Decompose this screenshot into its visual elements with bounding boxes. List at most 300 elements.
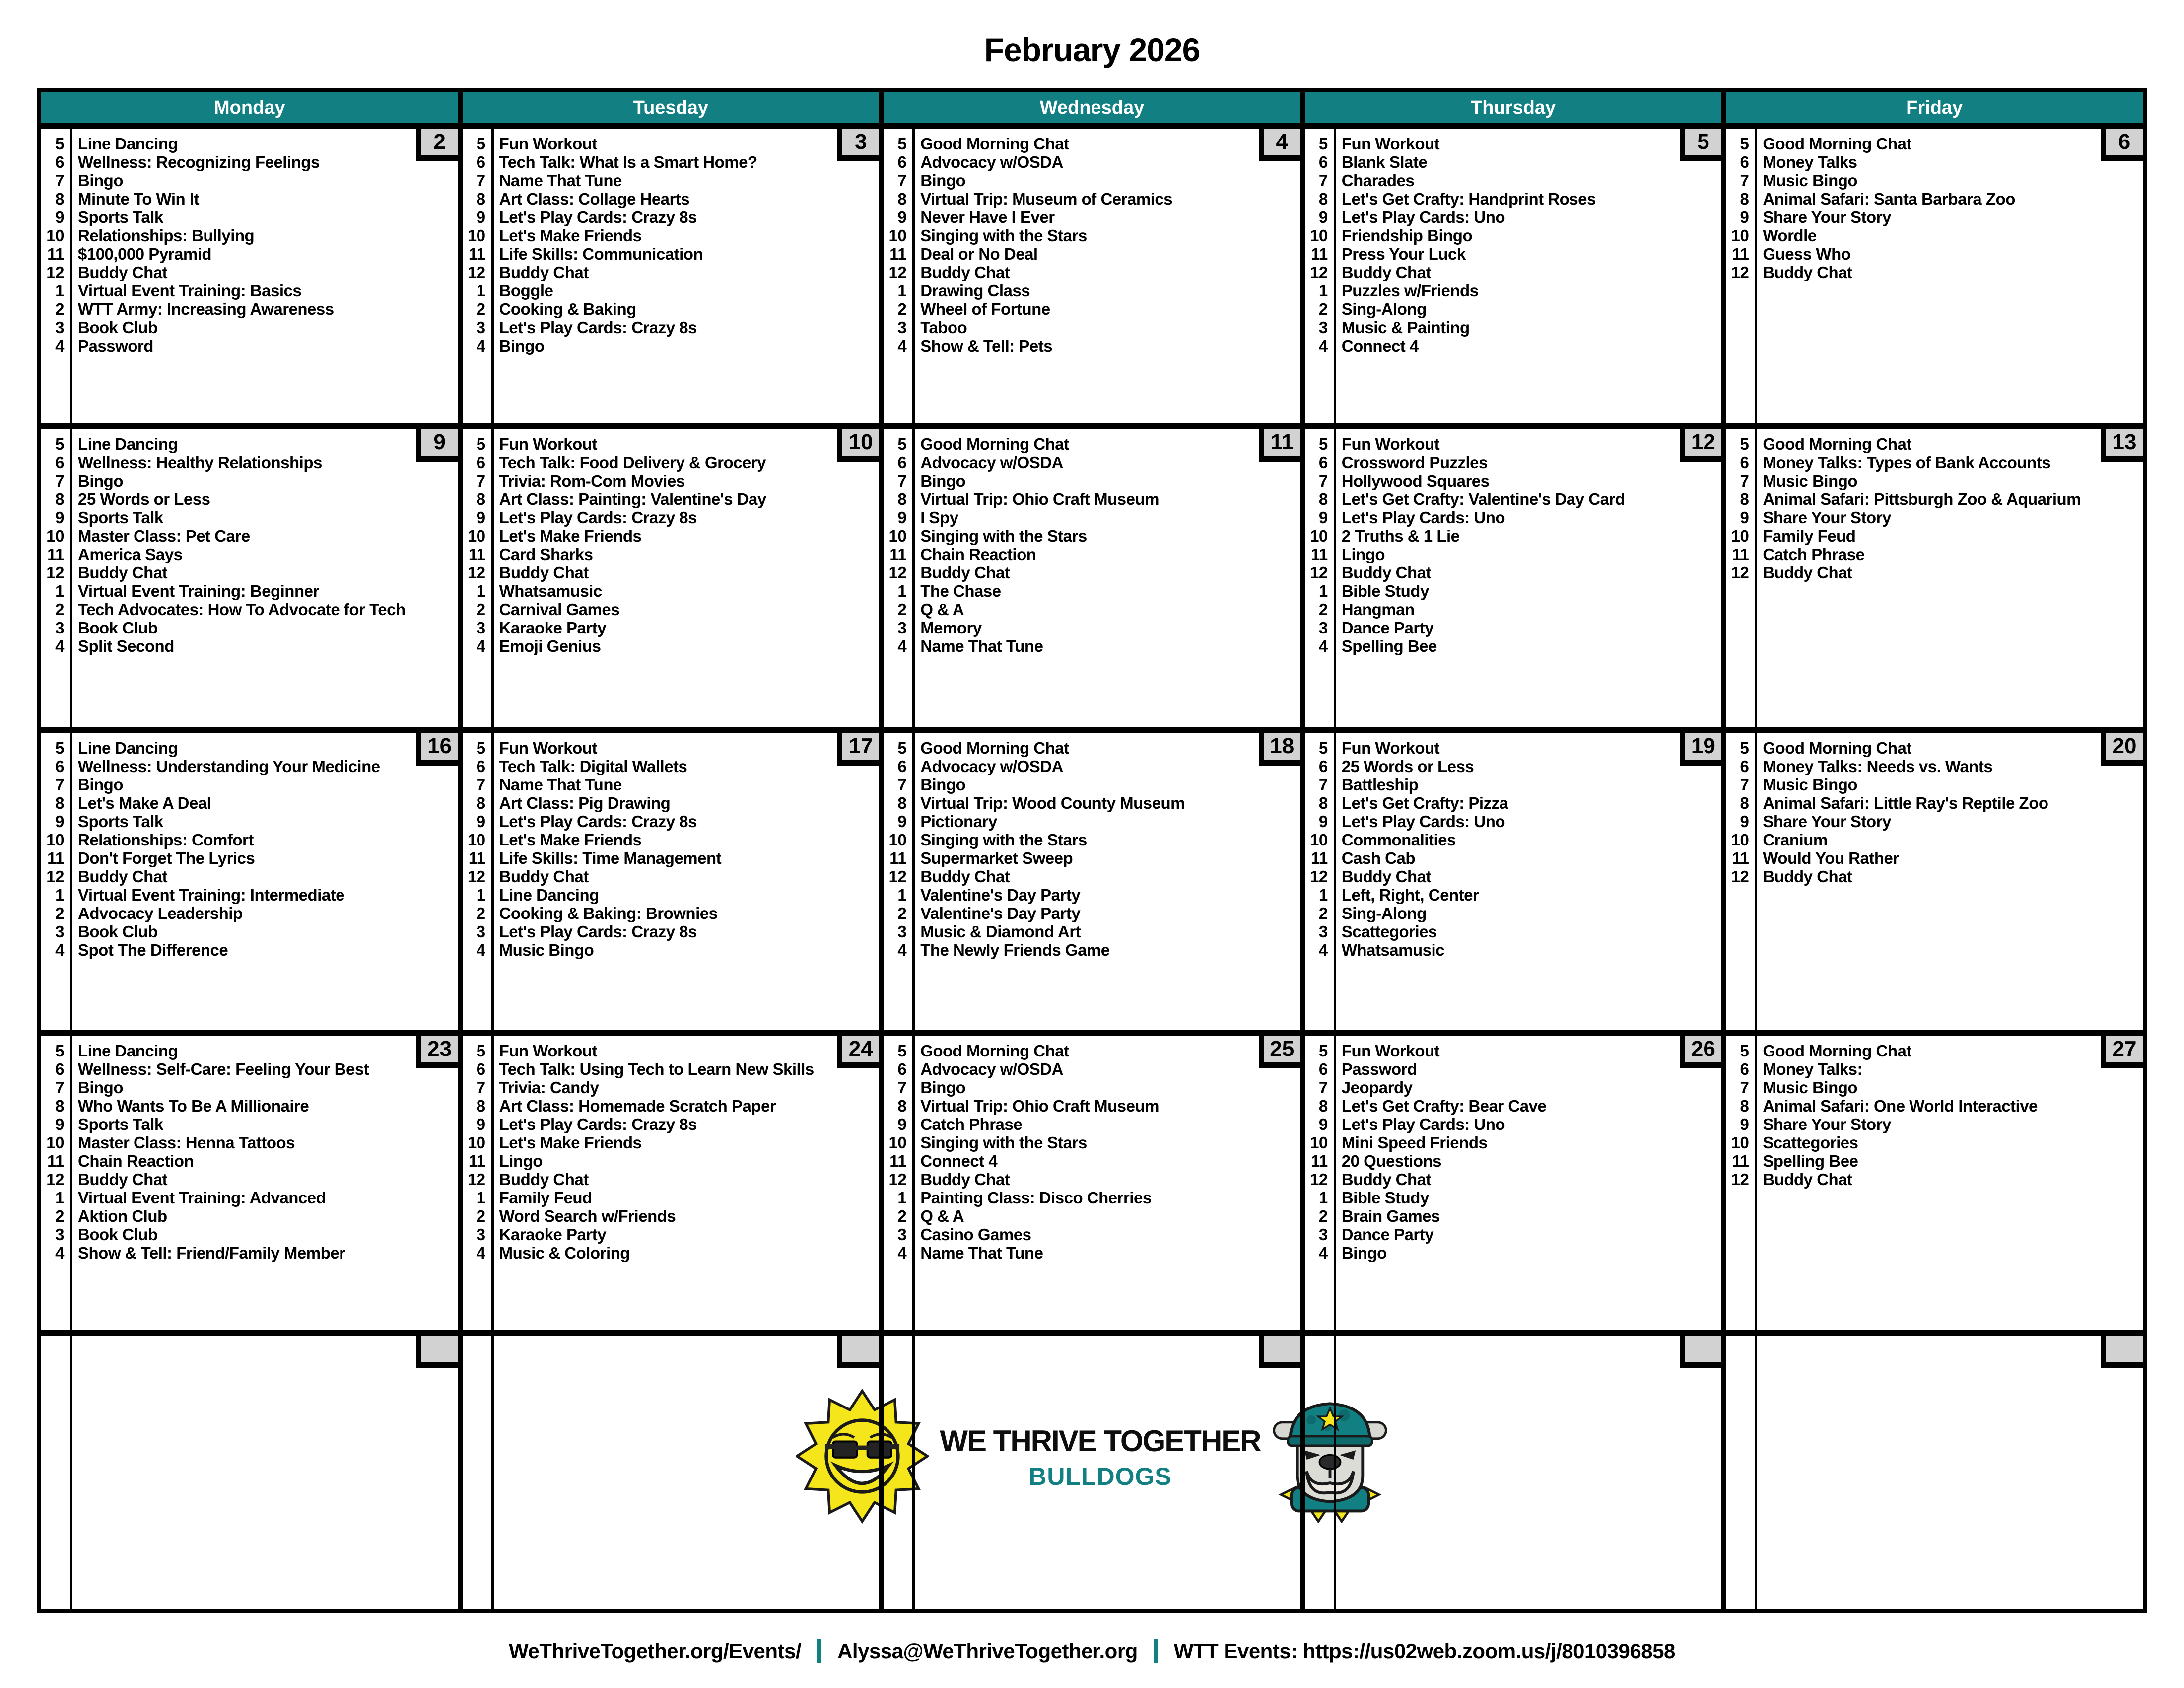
event-row [463, 1152, 880, 1170]
event-time: 9 [1318, 208, 1328, 226]
event-label: Family Feud [1763, 526, 1856, 545]
event-time: 9 [897, 508, 907, 527]
event-label: Minute To Win It [78, 189, 200, 208]
event-label: Name That Tune [920, 636, 1043, 655]
event-label: Good Morning Chat [920, 134, 1069, 153]
event-label: Let's Play Cards: Uno [1341, 208, 1505, 226]
calendar-table [37, 88, 2147, 1613]
event-row [1305, 190, 1722, 208]
day-cell [463, 129, 884, 423]
event-time: 4 [55, 940, 64, 959]
event-list [884, 1036, 1300, 1262]
event-label: Connect 4 [920, 1151, 998, 1170]
event-time: 11 [1732, 848, 1749, 867]
event-label: Puzzles w/Friends [1341, 281, 1479, 300]
event-row [41, 435, 458, 453]
event-time: 6 [55, 152, 64, 171]
date-badge: 11 [1259, 429, 1300, 462]
event-list [1726, 733, 2143, 886]
event-row [1726, 757, 2143, 775]
event-time: 4 [1318, 940, 1328, 959]
event-row [41, 318, 458, 337]
event-row [1305, 812, 1722, 831]
event-label: Buddy Chat [499, 867, 589, 886]
event-label: 25 Words or Less [78, 490, 210, 508]
event-row [463, 226, 880, 245]
event-time: 6 [897, 453, 907, 472]
event-row [463, 867, 880, 886]
event-label: Crossword Puzzles [1341, 453, 1488, 472]
event-time: 10 [467, 1133, 485, 1152]
event-time: 1 [1318, 885, 1328, 904]
event-label: Emoji Genius [499, 636, 601, 655]
event-list [1726, 1036, 2143, 1189]
event-label: 2 Truths & 1 Lie [1341, 526, 1460, 545]
event-label: Music & Diamond Art [920, 922, 1081, 941]
event-label: Good Morning Chat [920, 1041, 1069, 1060]
time-column-divider [1755, 1336, 1757, 1609]
logo-title: WE THRIVE TOGETHER [940, 1424, 1261, 1458]
event-time: 8 [476, 490, 485, 508]
event-label: Advocacy w/OSDA [920, 757, 1063, 775]
event-row [1305, 619, 1722, 637]
event-row [41, 1078, 458, 1097]
date-badge: 4 [1259, 129, 1300, 161]
event-time: 10 [46, 830, 64, 849]
date-badge: 26 [1680, 1036, 1721, 1068]
event-label: Relationships: Bullying [78, 226, 255, 245]
event-row [41, 619, 458, 637]
event-time: 9 [55, 1115, 64, 1133]
event-time: 8 [55, 189, 64, 208]
event-row [463, 281, 880, 300]
event-label: Trivia: Candy [499, 1078, 599, 1097]
event-time: 8 [897, 189, 907, 208]
event-time: 4 [55, 636, 64, 655]
event-row [463, 337, 880, 355]
event-time: 9 [476, 208, 485, 226]
event-row [41, 226, 458, 245]
event-time: 12 [46, 563, 64, 582]
event-row [463, 849, 880, 867]
event-label: Lingo [499, 1151, 543, 1170]
event-time: 11 [47, 545, 64, 563]
event-row [463, 490, 880, 508]
event-row [884, 208, 1300, 226]
event-time: 10 [467, 526, 485, 545]
event-row [41, 545, 458, 563]
event-label: Buddy Chat [920, 263, 1010, 281]
event-time: 3 [897, 618, 907, 637]
event-list [41, 733, 458, 959]
event-label: Line Dancing [499, 885, 599, 904]
event-row [463, 1244, 880, 1262]
event-row [884, 263, 1300, 281]
event-list [884, 1336, 1300, 1341]
event-label: Tech Talk: What Is a Smart Home? [499, 152, 757, 171]
event-row [463, 1170, 880, 1189]
event-row [463, 812, 880, 831]
event-time: 12 [467, 867, 485, 886]
event-time: 4 [55, 336, 64, 355]
event-label: Buddy Chat [1763, 563, 1852, 582]
event-row [1305, 545, 1722, 563]
event-time: 8 [897, 793, 907, 812]
event-time: 2 [476, 1206, 485, 1225]
event-label: Password [78, 336, 153, 355]
event-row [1305, 794, 1722, 812]
event-label: Word Search w/Friends [499, 1206, 676, 1225]
event-row [1305, 490, 1722, 508]
event-row [1305, 775, 1722, 794]
event-time: 12 [46, 263, 64, 281]
event-time: 9 [1740, 812, 1749, 831]
event-row [884, 171, 1300, 190]
event-label: Cooking & Baking [499, 299, 636, 318]
event-time: 7 [897, 1078, 907, 1097]
event-row [463, 1060, 880, 1078]
event-row [884, 226, 1300, 245]
event-time: 9 [476, 812, 485, 831]
event-label: Show & Tell: Pets [920, 336, 1053, 355]
event-list [463, 129, 880, 355]
event-label: Jeopardy [1341, 1078, 1413, 1097]
event-label: Share Your Story [1763, 1115, 1891, 1133]
event-time: 3 [55, 922, 64, 941]
event-row [884, 1097, 1300, 1115]
event-time: 2 [1318, 904, 1328, 922]
event-time: 7 [55, 171, 64, 190]
event-time: 11 [889, 545, 907, 563]
week-row [41, 1330, 2143, 1609]
day-cell [884, 1036, 1305, 1330]
event-row [1305, 171, 1722, 190]
week-row [41, 123, 2143, 423]
event-row [41, 1097, 458, 1115]
event-label: Let's Make Friends [499, 1133, 642, 1152]
event-row [884, 1133, 1300, 1152]
event-row [884, 619, 1300, 637]
event-label: Let's Play Cards: Uno [1341, 1115, 1505, 1133]
event-time: 8 [1740, 189, 1749, 208]
event-time: 3 [897, 318, 907, 337]
event-time: 2 [1318, 299, 1328, 318]
event-list [1305, 129, 1722, 355]
event-row [41, 582, 458, 600]
event-row [463, 739, 880, 757]
event-label: Music Bingo [1763, 775, 1858, 794]
event-list [1726, 129, 2143, 281]
day-cell [41, 733, 463, 1030]
event-row [41, 153, 458, 171]
logo-team-name: BULLDOGS [1028, 1462, 1172, 1490]
event-row [884, 1152, 1300, 1170]
event-row [1305, 1078, 1722, 1097]
event-time: 1 [55, 281, 64, 300]
event-row [1305, 453, 1722, 472]
event-row [463, 318, 880, 337]
event-label: Drawing Class [920, 281, 1030, 300]
event-label: Supermarket Sweep [920, 848, 1073, 867]
event-time: 4 [476, 636, 485, 655]
event-label: Let's Play Cards: Crazy 8s [499, 318, 697, 337]
event-time: 12 [888, 563, 907, 582]
event-list [463, 429, 880, 655]
event-time: 12 [1731, 563, 1749, 582]
event-label: Who Wants To Be A Millionaire [78, 1096, 309, 1115]
event-time: 6 [476, 757, 485, 775]
footer-email-link[interactable]: Alyssa@WeThriveTogether.org [837, 1639, 1138, 1663]
event-time: 6 [897, 1059, 907, 1078]
event-time: 7 [55, 775, 64, 794]
event-row [1726, 135, 2143, 153]
event-time: 5 [897, 434, 907, 453]
event-row [41, 1207, 458, 1225]
event-label: Animal Safari: One World Interactive [1763, 1096, 2038, 1115]
event-row [463, 886, 880, 904]
event-row [463, 472, 880, 490]
event-label: Let's Play Cards: Crazy 8s [499, 1115, 697, 1133]
event-time: 10 [888, 226, 907, 245]
event-time: 5 [1318, 434, 1328, 453]
event-row [1305, 886, 1722, 904]
event-list [41, 1336, 458, 1341]
event-time: 12 [46, 1170, 64, 1189]
event-row [884, 941, 1300, 959]
event-row [884, 831, 1300, 849]
date-badge: 20 [2101, 733, 2143, 766]
event-label: Bingo [499, 336, 545, 355]
event-row [1305, 435, 1722, 453]
event-time: 8 [1318, 1096, 1328, 1115]
event-row [1726, 245, 2143, 263]
footer-website-link[interactable]: WeThriveTogether.org/Events/ [509, 1639, 802, 1663]
event-list [463, 1336, 880, 1341]
event-label: Show & Tell: Friend/Family Member [78, 1243, 345, 1262]
event-time: 4 [476, 940, 485, 959]
event-time: 1 [897, 581, 907, 600]
event-row [1726, 472, 2143, 490]
event-label: Let's Play Cards: Crazy 8s [499, 508, 697, 527]
event-time: 5 [1318, 738, 1328, 757]
event-time: 12 [1310, 563, 1328, 582]
event-label: Good Morning Chat [1763, 134, 1911, 153]
event-label: Valentine's Day Party [920, 904, 1081, 922]
event-label: Fun Workout [499, 434, 597, 453]
event-row [463, 619, 880, 637]
event-label: Name That Tune [920, 1243, 1043, 1262]
event-row [463, 545, 880, 563]
event-row [1305, 226, 1722, 245]
event-label: Let's Make Friends [499, 526, 642, 545]
event-row [1726, 563, 2143, 582]
event-list [1305, 429, 1722, 655]
event-label: Book Club [78, 618, 158, 637]
event-time: 1 [55, 581, 64, 600]
event-label: Buddy Chat [499, 1170, 589, 1189]
day-cell [463, 429, 884, 727]
event-row [41, 1170, 458, 1189]
event-row [884, 1244, 1300, 1262]
event-list [884, 129, 1300, 355]
event-row [463, 1078, 880, 1097]
event-label: Bingo [78, 471, 123, 490]
event-row [463, 1133, 880, 1152]
event-label: Family Feud [499, 1188, 592, 1207]
event-label: Hangman [1341, 600, 1415, 619]
event-time: 1 [897, 1188, 907, 1207]
day-cell [1305, 429, 1726, 727]
event-time: 4 [897, 1243, 907, 1262]
event-label: Art Class: Collage Hearts [499, 189, 690, 208]
event-time: 1 [55, 885, 64, 904]
event-label: Catch Phrase [920, 1115, 1023, 1133]
event-row [1726, 1097, 2143, 1115]
day-cell [1305, 1036, 1726, 1330]
footer-zoom-link[interactable]: WTT Events: https://us02web.zoom.us/j/8010396858 [1173, 1639, 1675, 1663]
date-badge: 2 [416, 129, 458, 161]
event-row [41, 1133, 458, 1152]
event-time: 8 [55, 793, 64, 812]
event-row [41, 757, 458, 775]
event-time: 1 [897, 281, 907, 300]
event-label: Wellness: Understanding Your Medicine [78, 757, 380, 775]
event-row [1305, 153, 1722, 171]
event-time: 6 [476, 453, 485, 472]
event-label: Master Class: Pet Care [78, 526, 250, 545]
event-row [1726, 153, 2143, 171]
date-badge: 24 [837, 1036, 879, 1068]
event-row [463, 1097, 880, 1115]
event-row [41, 941, 458, 959]
event-label: Sports Talk [78, 1115, 163, 1133]
event-label: WTT Army: Increasing Awareness [78, 299, 334, 318]
event-time: 5 [897, 134, 907, 153]
event-time: 3 [1318, 922, 1328, 941]
event-time: 8 [1318, 793, 1328, 812]
event-time: 11 [1310, 848, 1328, 867]
event-time: 5 [1740, 134, 1749, 153]
event-time: 9 [897, 208, 907, 226]
event-row [884, 453, 1300, 472]
event-row [41, 1060, 458, 1078]
event-row [41, 1244, 458, 1262]
day-header-thursday: Thursday [1305, 92, 1726, 123]
event-row [463, 208, 880, 226]
event-row [1305, 1244, 1722, 1262]
event-row [41, 831, 458, 849]
event-time: 8 [1740, 490, 1749, 508]
event-time: 6 [476, 1059, 485, 1078]
event-row [41, 300, 458, 318]
event-label: America Says [78, 545, 183, 563]
event-time: 3 [55, 618, 64, 637]
event-time: 6 [1740, 757, 1749, 775]
event-label: Singing with the Stars [920, 526, 1087, 545]
event-time: 6 [1318, 1059, 1328, 1078]
date-badge: 23 [416, 1036, 458, 1068]
event-row [884, 245, 1300, 263]
event-label: Music Bingo [499, 940, 594, 959]
event-time: 10 [1731, 226, 1749, 245]
event-row [1726, 508, 2143, 527]
event-row [463, 1189, 880, 1207]
event-label: Wheel of Fortune [920, 299, 1050, 318]
event-time: 5 [1740, 1041, 1749, 1060]
event-time: 3 [1318, 318, 1328, 337]
event-row [884, 300, 1300, 318]
event-label: Animal Safari: Little Ray's Reptile Zoo [1763, 793, 2048, 812]
event-row [463, 600, 880, 619]
event-label: Buddy Chat [78, 263, 168, 281]
event-time: 1 [1318, 1188, 1328, 1207]
event-label: Animal Safari: Santa Barbara Zoo [1763, 189, 2015, 208]
event-row [1726, 1078, 2143, 1097]
event-label: Music Bingo [1763, 471, 1858, 490]
event-label: Sports Talk [78, 208, 163, 226]
event-label: Share Your Story [1763, 208, 1891, 226]
event-time: 3 [897, 922, 907, 941]
event-time: 6 [1318, 453, 1328, 472]
event-time: 10 [1731, 830, 1749, 849]
event-time: 6 [897, 152, 907, 171]
event-label: Virtual Trip: Ohio Craft Museum [920, 490, 1159, 508]
event-row [884, 135, 1300, 153]
event-row [884, 1207, 1300, 1225]
event-time: 12 [467, 1170, 485, 1189]
event-time: 6 [1318, 152, 1328, 171]
event-row [41, 1115, 458, 1133]
event-label: Wordle [1763, 226, 1817, 245]
date-badge: 10 [837, 429, 879, 462]
event-time: 1 [1318, 281, 1328, 300]
event-label: Cranium [1763, 830, 1828, 849]
event-time: 9 [55, 812, 64, 831]
time-column-divider [491, 1336, 494, 1609]
event-label: Buddy Chat [78, 563, 168, 582]
event-list [463, 1036, 880, 1262]
event-time: 7 [897, 471, 907, 490]
event-time: 2 [55, 600, 64, 619]
event-label: Good Morning Chat [1763, 738, 1911, 757]
event-time: 11 [1310, 545, 1328, 563]
event-label: Music & Painting [1341, 318, 1470, 337]
event-time: 12 [467, 263, 485, 281]
event-label: Let's Play Cards: Uno [1341, 508, 1505, 527]
event-row [1726, 208, 2143, 226]
event-time: 2 [1318, 600, 1328, 619]
event-time: 7 [1318, 775, 1328, 794]
event-label: Whatsamusic [499, 581, 602, 600]
event-row [884, 1189, 1300, 1207]
event-label: Virtual Event Training: Basics [78, 281, 302, 300]
event-label: Art Class: Painting: Valentine's Day [499, 490, 766, 508]
event-label: Relationships: Comfort [78, 830, 254, 849]
day-cell [463, 1036, 884, 1330]
event-label: Wellness: Self-Care: Feeling Your Best [78, 1059, 369, 1078]
event-time: 9 [1740, 208, 1749, 226]
event-row [884, 1225, 1300, 1244]
event-row [463, 794, 880, 812]
event-time: 11 [468, 545, 485, 563]
event-row [463, 135, 880, 153]
event-label: Money Talks [1763, 152, 1857, 171]
event-label: Music & Coloring [499, 1243, 630, 1262]
event-label: Card Sharks [499, 545, 593, 563]
event-label: Line Dancing [78, 134, 178, 153]
event-time: 5 [476, 1041, 485, 1060]
event-row [41, 600, 458, 619]
